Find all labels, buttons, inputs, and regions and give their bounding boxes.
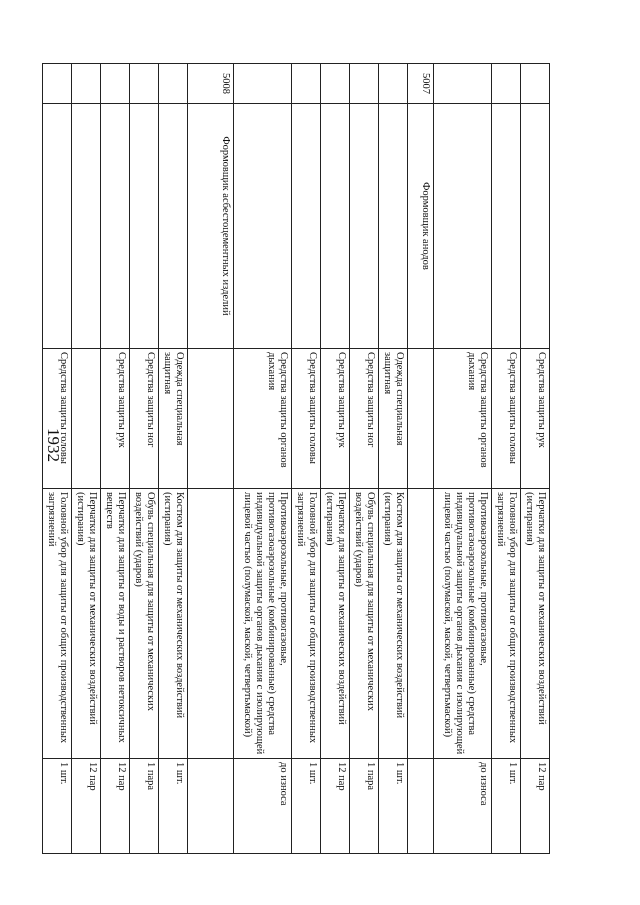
cell-kind: Одежда специальная защитная — [159, 349, 188, 489]
table-row — [72, 64, 101, 854]
cell-norm: 12 пар — [101, 759, 130, 854]
cell-code — [72, 64, 101, 104]
table-row — [521, 64, 550, 854]
cell-kind — [408, 349, 434, 489]
cell-item: Противоаэрозольные, противогазовые, противогазоаэрозольные (комбинированные) средства индивидуальной защиты органов дыхания с изолирующей лицевой частью (полумаской, маской, четвертьмаской) — [234, 489, 292, 759]
cell-code — [379, 64, 408, 104]
cell-norm: 1 пара — [130, 759, 159, 854]
table-row — [492, 64, 521, 854]
cell-code — [350, 64, 379, 104]
cell-item: Головной убор для защиты от общих производственных загрязнений — [292, 489, 321, 759]
cell-norm: до износа — [234, 759, 292, 854]
table-row — [434, 64, 492, 854]
cell-norm: 12 пар — [521, 759, 550, 854]
cell-item — [408, 489, 434, 759]
cell-code — [101, 64, 130, 104]
cell-profession — [434, 104, 492, 349]
cell-code — [159, 64, 188, 104]
cell-kind — [72, 349, 101, 489]
cell-norm: 1 шт. — [159, 759, 188, 854]
table-row — [130, 64, 159, 854]
cell-code — [234, 64, 292, 104]
cell-kind: Средства защиты ног — [350, 349, 379, 489]
cell-code: 5007 — [408, 64, 434, 104]
cell-profession — [292, 104, 321, 349]
cell-code — [492, 64, 521, 104]
cell-profession — [159, 104, 188, 349]
cell-norm: 12 пар — [72, 759, 101, 854]
cell-kind: Средства защиты рук — [321, 349, 350, 489]
table-row-profession-header — [408, 64, 434, 854]
cell-item — [188, 489, 234, 759]
table-row-profession-header — [188, 64, 234, 854]
cell-code — [292, 64, 321, 104]
ppe-norms-table — [42, 63, 550, 854]
cell-item: Головной убор для защиты от общих производственных загрязнений — [43, 489, 72, 759]
cell-norm: 1 шт. — [292, 759, 321, 854]
cell-norm: 1 шт. — [379, 759, 408, 854]
cell-norm: 1 пара — [350, 759, 379, 854]
cell-norm: 1 шт. — [492, 759, 521, 854]
table-row — [379, 64, 408, 854]
page-number: 1932 — [44, 428, 63, 462]
table-row — [292, 64, 321, 854]
table-row — [43, 64, 72, 854]
cell-profession — [350, 104, 379, 349]
cell-profession — [101, 104, 130, 349]
cell-item: Головной убор для защиты от общих производственных загрязнений — [492, 489, 521, 759]
cell-kind: Средства защиты ног — [130, 349, 159, 489]
cell-kind: Средства защиты органов дыхания — [234, 349, 292, 489]
cell-item: Костюм для защиты от механических воздействий (истирания) — [379, 489, 408, 759]
cell-item: Перчатки для защиты от механических воздействий (истирания) — [521, 489, 550, 759]
cell-profession — [521, 104, 550, 349]
cell-norm: до износа — [434, 759, 492, 854]
cell-item: Перчатки для защиты от механических воздействий (истирания) — [321, 489, 350, 759]
cell-profession — [492, 104, 521, 349]
cell-profession: Формовщик анодов — [408, 104, 434, 349]
cell-code — [434, 64, 492, 104]
table-row — [321, 64, 350, 854]
cell-norm — [408, 759, 434, 854]
cell-norm — [188, 759, 234, 854]
cell-profession — [321, 104, 350, 349]
table-row — [234, 64, 292, 854]
cell-kind: Средства защиты головы — [292, 349, 321, 489]
cell-profession — [234, 104, 292, 349]
cell-code — [321, 64, 350, 104]
cell-code — [130, 64, 159, 104]
cell-kind: Средства защиты рук — [521, 349, 550, 489]
cell-item: Костюм для защиты от механических воздействий (истирания) — [159, 489, 188, 759]
cell-kind: Средства защиты головы — [492, 349, 521, 489]
table-row — [159, 64, 188, 854]
cell-kind: Средства защиты головы — [43, 349, 72, 489]
cell-norm: 12 пар — [321, 759, 350, 854]
cell-profession — [72, 104, 101, 349]
cell-norm: 1 шт. — [43, 759, 72, 854]
cell-profession — [130, 104, 159, 349]
cell-kind — [188, 349, 234, 489]
cell-item: Обувь специальная для защиты от механических воздействий (ударов) — [130, 489, 159, 759]
cell-code — [521, 64, 550, 104]
cell-kind: Одежда специальная защитная — [379, 349, 408, 489]
cell-code — [43, 64, 72, 104]
cell-item: Перчатки для защиты от механических воздействий (истирания) — [72, 489, 101, 759]
cell-kind: Средства защиты органов дыхания — [434, 349, 492, 489]
table-row — [350, 64, 379, 854]
table-row — [101, 64, 130, 854]
cell-profession — [43, 104, 72, 349]
cell-item: Перчатки для защиты от воды и растворов нетоксичных веществ — [101, 489, 130, 759]
cell-item: Обувь специальная для защиты от механических воздействий (ударов) — [350, 489, 379, 759]
cell-profession — [379, 104, 408, 349]
cell-kind: Средства защиты рук — [101, 349, 130, 489]
cell-profession: Формовщик асбестоцементных изделий — [188, 104, 234, 349]
cell-item: Противоаэрозольные, противогазовые, противогазоаэрозольные (комбинированные) средства индивидуальной защиты органов дыхания с изолирующей лицевой частью (полумаской, маской, четвертьмаской) — [434, 489, 492, 759]
cell-code: 5008 — [188, 64, 234, 104]
